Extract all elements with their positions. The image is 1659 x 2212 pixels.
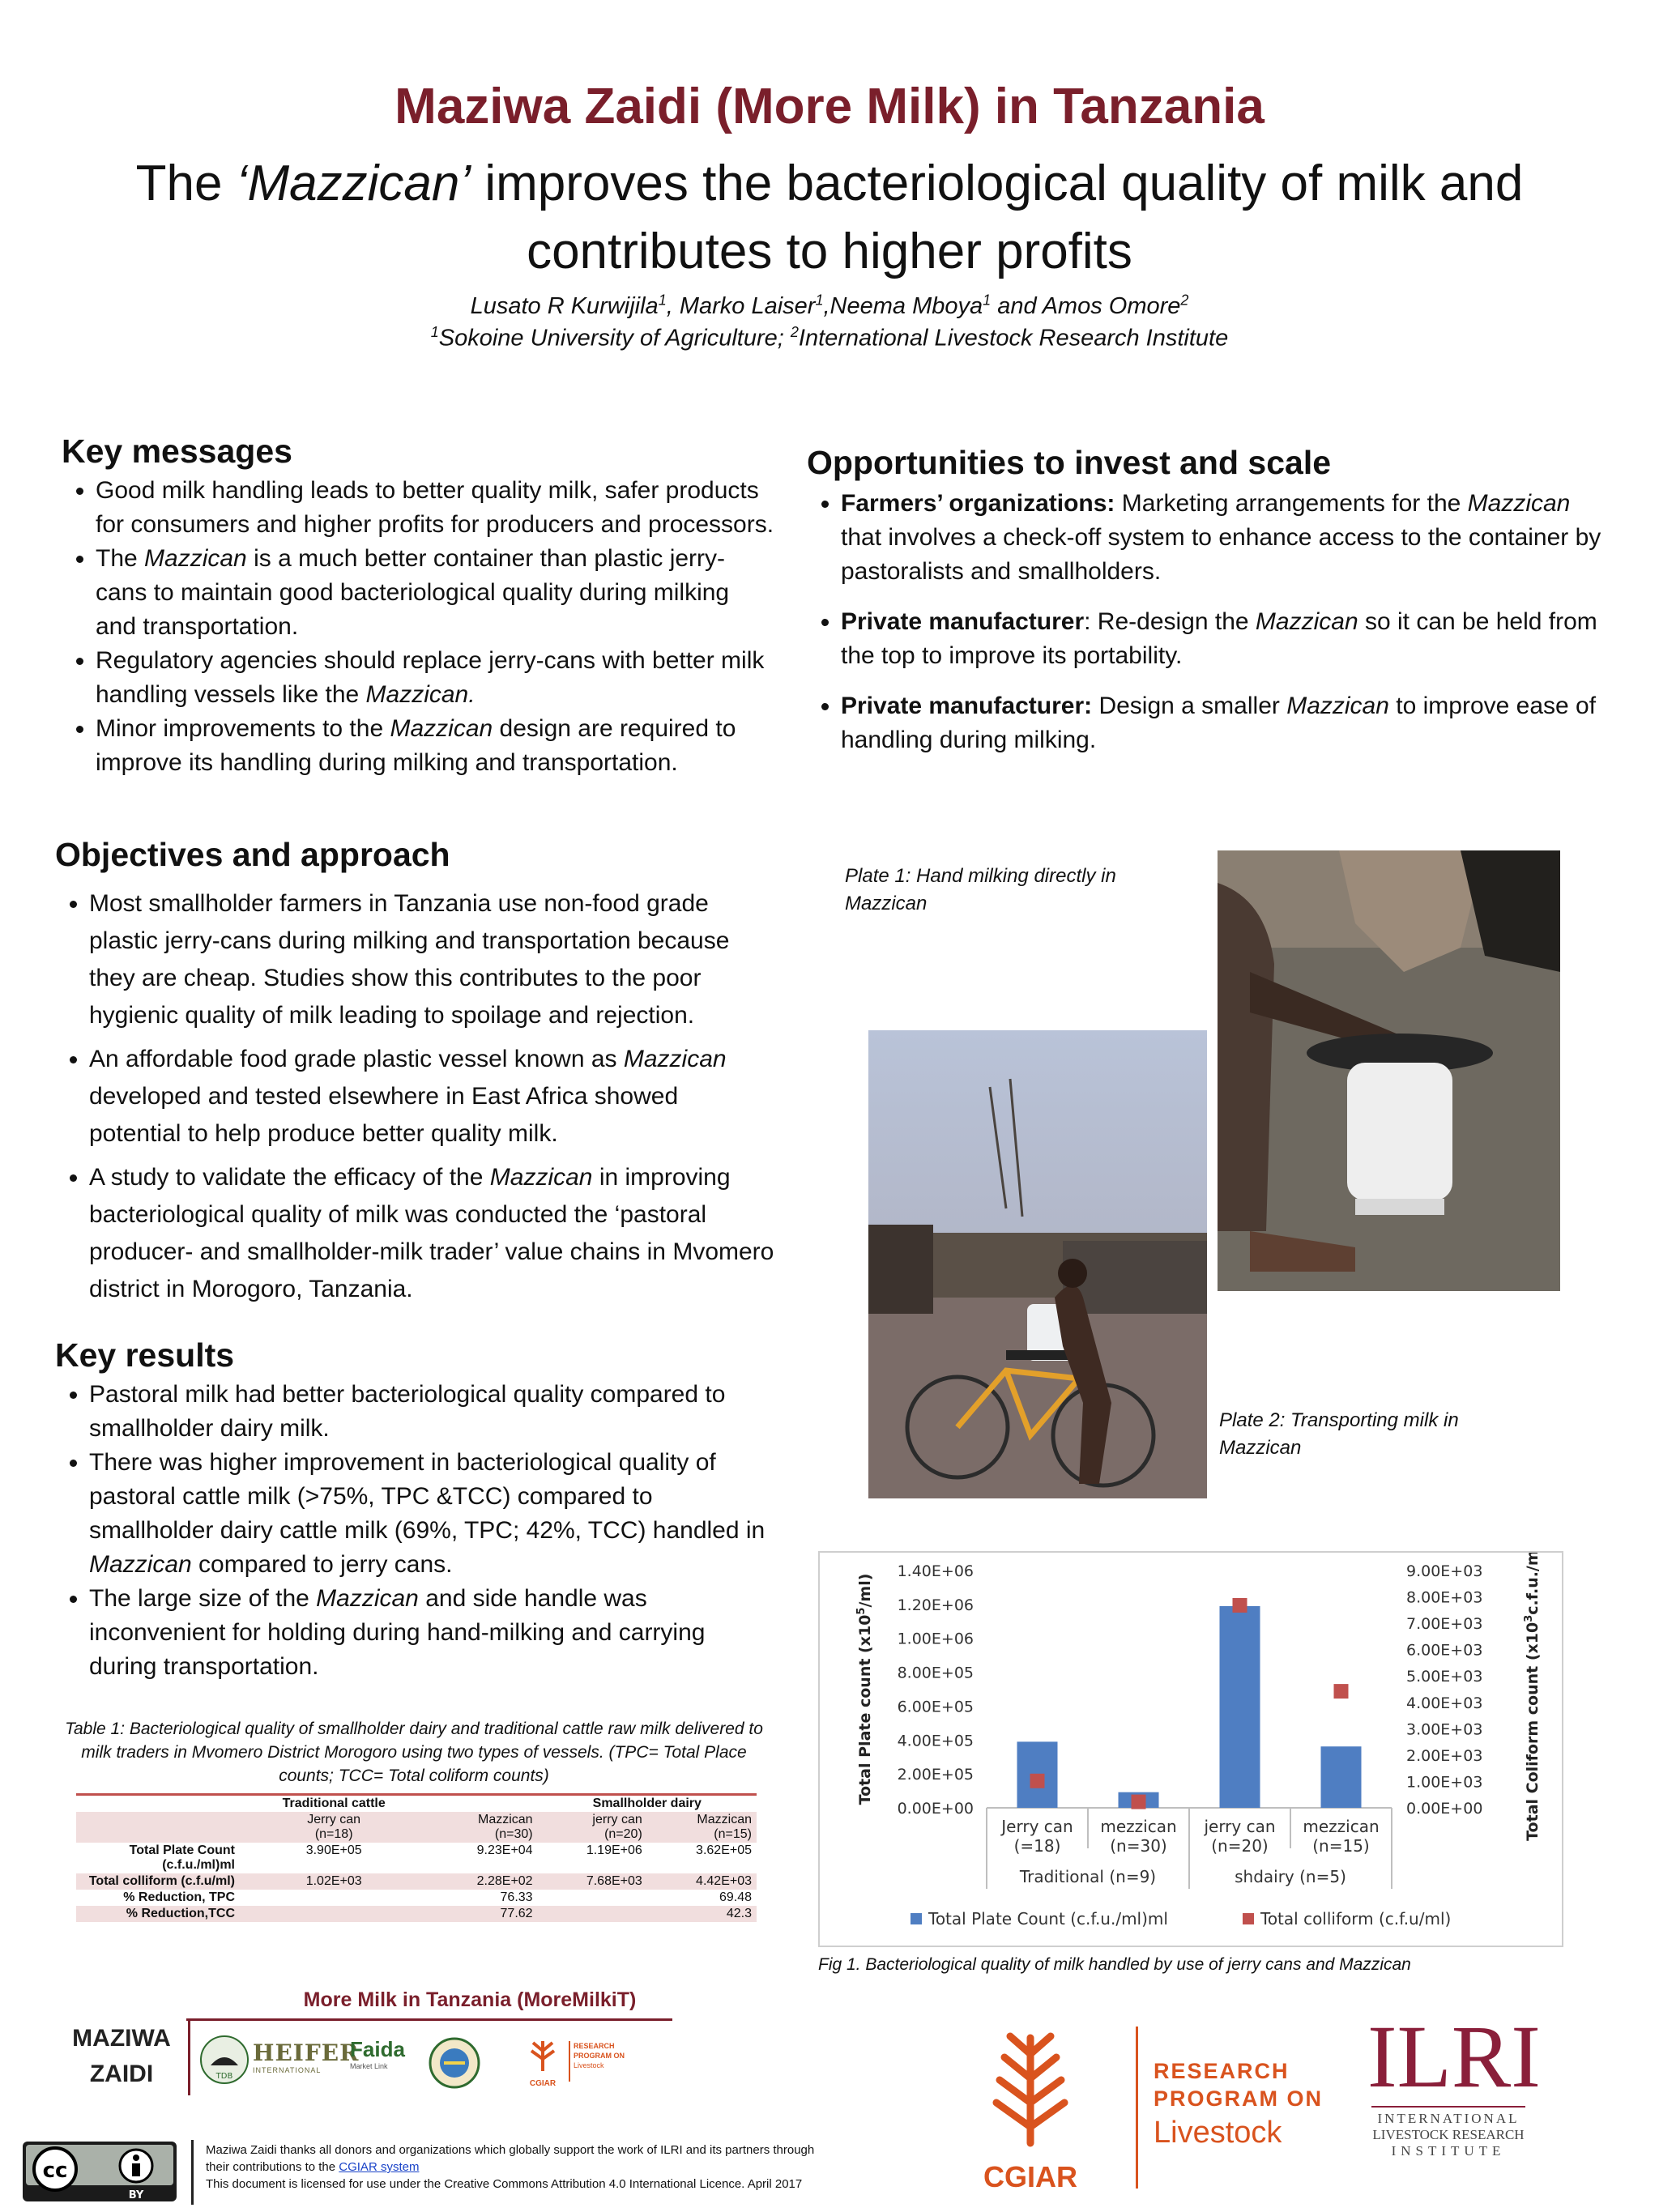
y-left-tick-label: 6.00E+05 [897,1698,974,1716]
y-left-tick-label: 0.00E+00 [897,1800,974,1818]
list-item: • An affordable food grade plastic vessel known as Mazzican developed and tested elsewhere in East Africa showed potential to help produce better quality milk. [89,1041,776,1153]
footer-divider [191,2140,194,2205]
x-group-label: Traditional (n=9) [1019,1867,1157,1886]
bar-tpc [1321,1746,1362,1808]
legend-label-tpc: Total Plate Count (c.f.u./ml)ml [928,1909,1168,1929]
y-left-tick-label: 8.00E+05 [897,1664,974,1682]
author: Lusato R Kurwijila$^1$, [470,292,680,319]
cgiar-system-link[interactable]: CGIAR system [339,2160,420,2174]
cc-icon: cc [42,2159,68,2183]
table-row: % Reduction, TPC 76.33 69.48 [123,1890,752,1904]
col-header: Mazzican (n=30) [428,1812,537,1843]
ilri-logo: ILRI INTERNATIONAL LIVESTOCK RESEARCH INSTITUTE [1367,2007,1541,2159]
key-messages-section [62,433,774,780]
table-row: Total Plate Count (c.f.u./ml)ml 3.90E+05 9.23E+04 1.19E+06 3.62E+05 [129,1843,752,1872]
y-right-tick-label: 0.00E+00 [1406,1800,1483,1818]
research-program-logo: RESEARCH PROGRAM ON Livestock [1154,2059,1323,2150]
chart-frame [818,1551,1563,1947]
chart-caption: Fig 1. Bacteriological quality of milk handled by use of jerry cans and Mazzican [818,1955,1411,1974]
crp-small-divider [569,2041,570,2082]
col-header: Mazzican (n=15) [647,1812,757,1843]
legend-swatch-tpc [911,1913,922,1924]
x-tick-label: Jerry can [1001,1817,1073,1836]
plate2-caption: Plate 2: Transporting milk in Mazzican [1219,1409,1459,1459]
list-item: • A study to validate the efficacy of the Mazzican in improving bacteriological quality of milk was conducted the ‘pastoral producer- and smallholder-milk trader’ value chains in Mvomero district in Morogoro, Tanzania. [89,1159,776,1308]
tdb-logo [199,2035,249,2085]
footer-text: Maziwa Zaidi thanks all donors and organizations which globally support the work of ILRI and its partners through their contributions to the CGIAR system This document is licensed for use under the Creative Commons Attribution 4.0 International Licence. April 2017 [206,2143,815,2191]
logo-bar-divider [186,2018,672,2021]
x-group-label: shdairy (n=5) [1235,1867,1346,1886]
maziwa-zaidi-logo: MAZIWA ZAIDI [72,2025,171,2087]
y-right-tick-label: 5.00E+03 [1406,1668,1483,1686]
legend-swatch-coliform [1243,1913,1254,1924]
opportunities-section [807,444,1609,774]
x-tick-label: (n=30) [1110,1836,1167,1856]
col-header: Jerry can (n=18) [240,1812,428,1843]
marker-coliform [1334,1684,1349,1698]
marker-coliform [1233,1598,1247,1613]
attribution-icon [132,2163,140,2176]
x-tick-label: mezzican [1303,1817,1380,1836]
list-item: • Private manufacturer: Re-design the Mazzican so it can be held from the top to improve its portability. [841,605,1609,673]
crp-small-logo: RESEARCH PROGRAM ON Livestock [574,2042,625,2069]
bar-tpc [1220,1606,1260,1808]
list-item: • Pastoral milk had better bacteriological quality compared to smallholder dairy milk. [89,1378,776,1446]
crp-divider [1136,2027,1138,2189]
y-left-tick-label: 4.00E+05 [897,1732,974,1750]
cgiar-small-logo: CGIAR [518,2035,567,2091]
affiliations: $^1$Sokoine University of Agriculture; $^2$International Livestock Research Institute [430,324,1229,352]
y-right-tick-label: 2.00E+03 [1406,1746,1483,1765]
list-item: • Private manufacturer: Design a smaller Mazzican to improve ease of handling during milking. [841,689,1609,757]
logo-divider [188,2021,190,2095]
list-item: • Good milk handling leads to better quality milk, safer products for consumers and higher profits for producers and processors. [96,474,774,542]
table-row [76,1812,757,1843]
y-left-tick-label: 1.40E+06 [897,1562,974,1580]
y-left-axis-title: Total Plate count $(x10^5/ml)$ [855,1573,874,1805]
y-right-tick-label: 3.00E+03 [1406,1720,1483,1739]
plate1-photo [1218,850,1560,1291]
objectives-section [55,836,776,1315]
subtitle-em: ‘Mazzican’ [236,156,471,211]
x-tick-label: (n=15) [1312,1836,1370,1856]
author: Neema Mboya$^1$ and [830,292,1043,319]
subtitle-pre: The [135,156,237,211]
marker-coliform [1132,1795,1146,1809]
y-right-tick-label: 6.00E+03 [1406,1641,1483,1660]
key-messages-heading: Key messages [62,433,292,470]
faida-logo: Faida Market Link [350,2037,405,2070]
x-tick-label: (n=20) [1211,1836,1269,1856]
list-item: • The large size of the Mazzican and side handle was inconvenient for holding during hand-milking and carrying during transportation. [89,1582,776,1684]
objectives-heading: Objectives and approach [55,836,450,873]
poster-subtitle [81,150,1578,286]
x-tick-label: (=18) [1013,1836,1061,1856]
logo-bar-title: More Milk in Tanzania (MoreMilkiT) [303,1988,637,2011]
list-item: • Farmers’ organizations: Marketing arrangements for the Mazzican that involves a check-off system to enhance access to the container by pastoralists and smallholders. [841,487,1609,589]
list-item: • There was higher improvement in bacteriological quality of pastoral cattle milk (>75%, TPC &TCC) compared to smallholder dairy cattle milk (69%, TPC; 42%, TCC) handled in Mazzican compared to jerry cans. [89,1446,776,1582]
plate2-photo [868,1030,1207,1498]
y-left-tick-label: 2.00E+05 [897,1766,974,1784]
legend-label-coliform: Total colliform (c.f.u/ml) [1260,1909,1452,1929]
author: Amos Omore$^2$ [1042,292,1189,319]
y-left-tick-label: 1.20E+06 [897,1596,974,1614]
authors [0,292,1659,320]
subtitle-post: improves the bacteriological quality of milk and contributes to higher profits [471,156,1524,279]
table1-caption: Table 1: Bacteriological quality of smallholder dairy and traditional cattle raw milk delivered to milk traders in Mvomero District Morogoro using two types of vessels. (TPC= Total Place counts; TCC= Total coliform counts) [65,1720,763,1785]
col-header: jerry can (n=20) [538,1812,647,1843]
bacteriological-quality-chart [820,1553,1562,1946]
x-tick-label: jerry can [1204,1817,1276,1836]
y-left-tick-label: 1.00E+06 [897,1630,974,1648]
heifer-logo: HEIFER INTERNATIONAL [253,2039,360,2074]
list-item: • Most smallholder farmers in Tanzania use non-food grade plastic jerry-cans during milking and transportation because they are cheap. Studies show this contributes to the poor hygienic quality of milk leading to spoilage and rejection. [89,885,776,1034]
x-tick-label: mezzican [1100,1817,1177,1836]
y-right-tick-label: 1.00E+03 [1406,1773,1483,1792]
y-right-tick-label: 7.00E+03 [1406,1615,1483,1634]
y-right-tick-label: 9.00E+03 [1406,1562,1483,1580]
key-results-heading: Key results [55,1336,235,1374]
svg-text:BY: BY [128,2189,144,2201]
tanzania-emblem-logo [428,2036,481,2090]
list-item: • The Mazzican is a much better container than plastic jerry-cans to maintain good bacteriological quality during milking and transportation. [96,542,774,644]
table1 [76,1793,757,1922]
cgiar-wheat-icon [982,2022,1079,2151]
plate1-caption: Plate 1: Hand milking directly in Mazzican [845,865,1116,914]
list-item: • Minor improvements to the Mazzican design are required to improve its handling during milking and transportation. [96,712,774,780]
table-row: Total colliform (c.f.u/ml) 1.02E+03 2.28E+02 7.68E+03 4.42E+03 [76,1873,757,1890]
y-right-axis-title: Total Coliform count $(x10^3c.f.u./ml)$ [1522,1553,1542,1841]
y-right-tick-label: 4.00E+03 [1406,1694,1483,1712]
y-right-tick-label: 8.00E+03 [1406,1588,1483,1607]
table-row: Traditional cattle Smallholder dairy [282,1796,702,1810]
svg-text:TDB: TDB [215,2072,233,2081]
cgiar-logo: CGIAR [982,2022,1079,2200]
key-results-section [55,1336,776,1684]
cc-license-badge[interactable] [23,2142,177,2201]
list-item: • Regulatory agencies should replace jerry-cans with better milk handling vessels like the Mazzican. [96,644,774,712]
opportunities-heading: Opportunities to invest and scale [807,444,1332,481]
poster-title: Maziwa Zaidi (More Milk) in Tanzania [394,79,1265,134]
author: Marko Laiser$^1$, [679,292,830,319]
marker-coliform [1030,1774,1045,1788]
table-row: % Reduction,TCC 77.62 42.3 [76,1906,757,1922]
